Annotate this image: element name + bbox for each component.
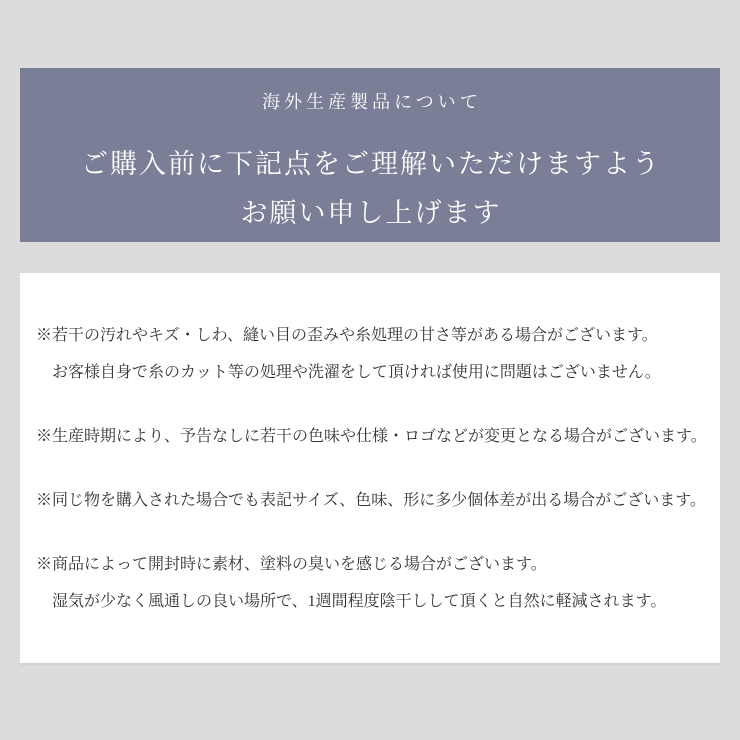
notice-item-defects (36, 317, 708, 391)
header-title (20, 140, 720, 238)
notice-line: ※生産時期により、予告なしに若干の色味や仕様・ロゴなどが変更となる場合がございます。 (36, 428, 707, 445)
header-title-line1: ご購入前に下記点をご理解いただけますよう (81, 149, 661, 179)
header-title-line2: お願い申し上げます (240, 198, 502, 228)
notice-item-individual-differences (36, 482, 708, 519)
notice-line-continuation: 湿気が少なく風通しの良い場所で、1週間程度陰干しして頂くと自然に軽減されます。 (52, 593, 667, 610)
notice-item-smell (36, 546, 708, 620)
notice-line-continuation: お客様自身で糸のカット等の処理や洗濯をして頂ければ使用に問題はございません。 (52, 364, 661, 381)
header-banner (20, 68, 720, 242)
notice-line: ※若干の汚れやキズ・しわ、縫い目の歪みや糸処理の甘さ等がある場合がございます。 (36, 327, 658, 344)
header-subtitle: 海外生産製品について (262, 92, 482, 112)
notice-line: ※同じ物を購入された場合でも表記サイズ、色味、形に多少個体差が出る場合がございます。 (36, 492, 706, 509)
notice-panel (20, 273, 720, 663)
notice-item-spec-changes (36, 418, 708, 455)
notice-line: ※商品によって開封時に素材、塗料の臭いを感じる場合がございます。 (36, 556, 547, 573)
